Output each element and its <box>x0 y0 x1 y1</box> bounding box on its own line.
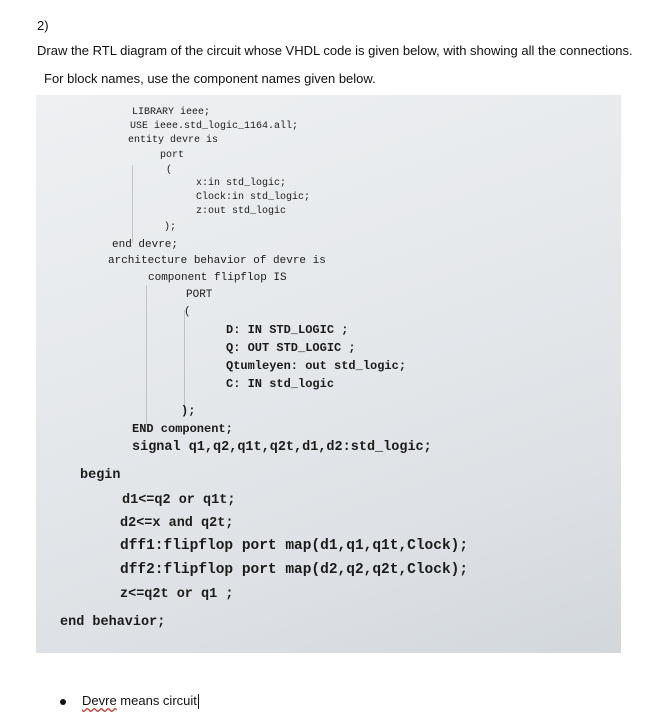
code-line: architecture behavior of devre is <box>108 255 326 267</box>
question-number: 2) <box>37 18 49 33</box>
code-line: entity devre is <box>128 135 219 146</box>
bullet-icon <box>60 699 66 705</box>
code-line: Qtumleyen: out std_logic; <box>226 359 407 373</box>
code-line: ); <box>181 404 196 418</box>
code-line: dff2:flipflop port map(d2,q2,q2t,Clock); <box>120 562 469 578</box>
indent-guide <box>146 285 147 425</box>
code-line: begin <box>80 468 121 483</box>
code-line: end devre; <box>112 239 179 251</box>
bullet-note <box>60 693 199 709</box>
code-line: C: IN std_logic <box>226 377 335 391</box>
code-line: END component; <box>132 422 233 436</box>
code-line: Q: OUT STD_LOGIC ; <box>226 341 356 355</box>
code-line: x:in std_logic; <box>196 178 287 189</box>
code-line: USE ieee.std_logic_1164.all; <box>130 121 299 132</box>
code-line: z<=q2t or q1 ; <box>120 587 234 602</box>
code-line: ( <box>184 306 191 318</box>
text-cursor <box>198 694 199 709</box>
indent-guide <box>132 165 133 243</box>
code-line: z:out std_logic <box>196 206 287 217</box>
code-line: ( <box>166 165 173 176</box>
code-line: dff1:flipflop port map(d1,q1,q1t,Clock); <box>120 538 469 554</box>
bullet-keyword: Devre <box>82 693 117 708</box>
code-line: end behavior; <box>60 615 166 630</box>
code-line: ); <box>164 222 177 233</box>
code-line: PORT <box>186 289 213 301</box>
indent-guide <box>184 310 185 410</box>
bullet-text: means circuit <box>116 693 197 708</box>
question-instruction: Draw the RTL diagram of the circuit whose VHDL code is given below, with showing all the connections. <box>37 43 633 58</box>
code-line: D: IN STD_LOGIC ; <box>226 323 349 337</box>
code-line: d2<=x and q2t; <box>120 516 234 531</box>
code-photo <box>36 95 621 653</box>
code-line: signal q1,q2,q1t,q2t,d1,d2:std_logic; <box>132 440 432 455</box>
question-note: For block names, use the component names given below. <box>44 71 376 86</box>
code-line: LIBRARY ieee; <box>132 107 211 118</box>
code-line: Clock:in std_logic; <box>196 192 311 203</box>
code-line: d1<=q2 or q1t; <box>122 493 236 508</box>
code-line: port <box>160 150 185 161</box>
code-line: component flipflop IS <box>148 272 287 284</box>
